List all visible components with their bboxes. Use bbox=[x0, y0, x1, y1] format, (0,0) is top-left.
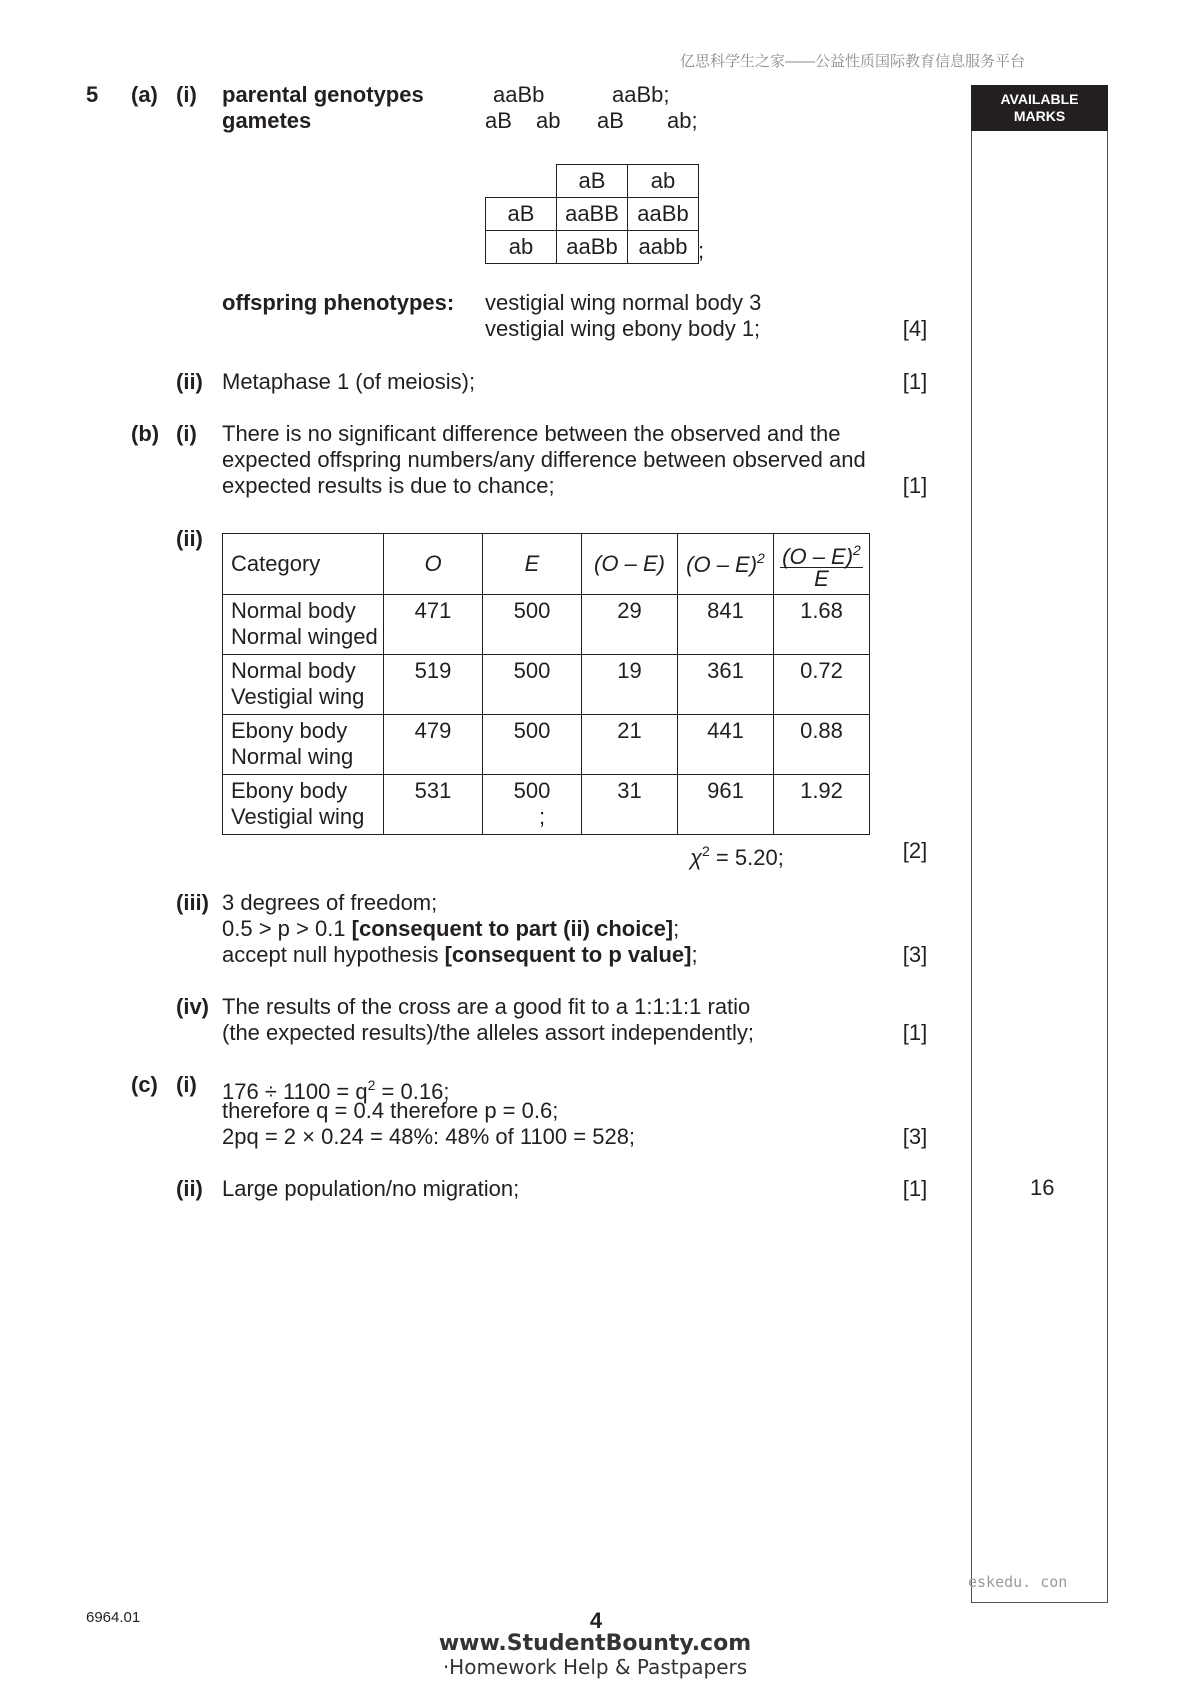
gametes-label: gametes bbox=[222, 108, 312, 133]
header-difference: (O – E) bbox=[582, 534, 678, 595]
marks-c-ii: [1] bbox=[902, 1176, 928, 1201]
gamete-2: ab bbox=[536, 108, 561, 133]
category-cell bbox=[223, 655, 384, 715]
line-suffix: ; bbox=[673, 916, 680, 941]
header-sq-exponent: 2 bbox=[757, 550, 765, 566]
category-line-1: Ebony body bbox=[231, 718, 348, 743]
part-c-ii-label: (ii) bbox=[176, 1176, 203, 1201]
gamete-3: aB bbox=[597, 108, 624, 133]
part-c-ii-answer: Large population/no migration; bbox=[222, 1176, 520, 1201]
fraction bbox=[780, 540, 863, 589]
header-site-text: 亿思科学生之家——公益性质国际教育信息服务平台 bbox=[680, 53, 1026, 70]
marks-heading-line1: AVAILABLE bbox=[1000, 91, 1079, 107]
chi-component-cell: 1.92 bbox=[774, 775, 870, 835]
difference-squared-cell: 441 bbox=[678, 715, 774, 775]
table-row bbox=[223, 595, 870, 655]
line-result: = 0.16; bbox=[375, 1079, 450, 1104]
expected-cell: 500 bbox=[483, 595, 582, 655]
difference-squared-cell: 961 bbox=[678, 775, 774, 835]
part-b-iii-label: (iii) bbox=[176, 890, 209, 915]
marks-heading-line2: MARKS bbox=[1013, 108, 1066, 124]
part-b-i-line-1: There is no significant difference between the observed and the bbox=[222, 421, 841, 446]
observed-cell: 531 bbox=[384, 775, 483, 835]
header-observed: O bbox=[384, 534, 483, 595]
header-expected: E bbox=[483, 534, 582, 595]
part-b-i-label: (i) bbox=[176, 421, 197, 446]
category-line-2: Vestigial wing bbox=[231, 684, 365, 709]
part-a-label: (a) bbox=[131, 82, 158, 107]
marks-b-iii: [3] bbox=[902, 942, 928, 967]
offspring-line-1: vestigial wing normal body 3 bbox=[485, 290, 762, 315]
chi-value: = 5.20; bbox=[709, 845, 784, 870]
part-a-ii-label: (ii) bbox=[176, 369, 203, 394]
punnett-col-header: ab bbox=[628, 165, 699, 198]
punnett-cell: aaBb bbox=[628, 198, 699, 231]
category-line-1: Normal body bbox=[231, 658, 356, 683]
punnett-col-header: aB bbox=[557, 165, 628, 198]
punnett-cell: aabb bbox=[628, 231, 699, 264]
chi-symbol: χ bbox=[690, 845, 703, 870]
chi-component-cell: 1.68 bbox=[774, 595, 870, 655]
page-number: 4 bbox=[589, 1608, 603, 1633]
expected-cell: 500 bbox=[483, 715, 582, 775]
observed-cell: 471 bbox=[384, 595, 483, 655]
punnett-cell: aaBB bbox=[557, 198, 628, 231]
observed-cell: 519 bbox=[384, 655, 483, 715]
part-b-iv-label: (iv) bbox=[176, 994, 209, 1019]
line-text: 176 ÷ 1100 = q bbox=[222, 1079, 368, 1104]
header-category: Category bbox=[223, 534, 384, 595]
part-c-i-line-2: therefore q = 0.4 therefore p = 0.6; bbox=[222, 1098, 559, 1123]
line-text: 0.5 > p > 0.1 bbox=[222, 916, 352, 941]
marks-b-i: [1] bbox=[902, 473, 928, 498]
table-row bbox=[223, 775, 870, 835]
part-c-label: (c) bbox=[131, 1072, 158, 1097]
chi-component-cell: 0.88 bbox=[774, 715, 870, 775]
table-row bbox=[223, 655, 870, 715]
chi-exponent: 2 bbox=[702, 843, 710, 859]
punnett-cell: aaBb bbox=[557, 231, 628, 264]
table-row bbox=[223, 715, 870, 775]
marks-column-heading bbox=[971, 85, 1108, 131]
part-b-i-line-2: expected offspring numbers/any difference between observed and bbox=[222, 447, 866, 472]
chi-square-table bbox=[222, 533, 870, 835]
category-line-2: Normal wing bbox=[231, 744, 354, 769]
header-chi-fraction bbox=[774, 534, 870, 595]
part-b-ii-label: (ii) bbox=[176, 526, 203, 551]
part-b-iii-line-3 bbox=[222, 942, 698, 968]
punnett-row-header: aB bbox=[486, 198, 557, 231]
parental-genotype-1: aaBb bbox=[493, 82, 545, 107]
line-emphasis: [consequent to part (ii) choice] bbox=[351, 916, 674, 941]
category-cell bbox=[223, 595, 384, 655]
offspring-line-2: vestigial wing ebony body 1; bbox=[485, 316, 761, 341]
expected-suffix: ; bbox=[538, 804, 546, 829]
punnett-square bbox=[485, 164, 699, 264]
fraction-numerator-exponent: 2 bbox=[853, 541, 861, 558]
part-b-label: (b) bbox=[131, 421, 160, 446]
expected-cell bbox=[483, 775, 582, 835]
difference-cell: 29 bbox=[582, 595, 678, 655]
paper-code: 6964.01 bbox=[86, 1609, 141, 1626]
part-b-iv-line-2: (the expected results)/the alleles assort independently; bbox=[222, 1020, 754, 1045]
fraction-numerator bbox=[780, 540, 863, 568]
watermark-url: www.StudentBounty.com bbox=[438, 1631, 752, 1656]
part-a-i-label: (i) bbox=[176, 82, 197, 107]
watermark-tagline: ·Homework Help & Pastpapers bbox=[442, 1655, 748, 1679]
punnett-row-header: ab bbox=[486, 231, 557, 264]
category-line-1: Ebony body bbox=[231, 778, 348, 803]
gamete-4: ab; bbox=[667, 108, 698, 133]
parental-genotype-2: aaBb; bbox=[612, 82, 670, 107]
offspring-phenotypes-label: offspring phenotypes: bbox=[222, 290, 455, 315]
difference-cell: 21 bbox=[582, 715, 678, 775]
marks-c-i: [3] bbox=[902, 1124, 928, 1149]
category-line-1: Normal body bbox=[231, 598, 356, 623]
expected-value: 500 bbox=[513, 778, 551, 803]
marks-b-ii: [2] bbox=[902, 838, 928, 863]
punnett-corner bbox=[486, 165, 557, 198]
observed-cell: 479 bbox=[384, 715, 483, 775]
marks-a-ii: [1] bbox=[902, 369, 928, 394]
header-sq-base: (O – E) bbox=[686, 552, 758, 577]
marks-a-i: [4] bbox=[902, 316, 928, 341]
part-c-i-label: (i) bbox=[176, 1072, 197, 1097]
difference-squared-cell: 841 bbox=[678, 595, 774, 655]
chi-square-total bbox=[690, 838, 784, 871]
chi-component-cell: 0.72 bbox=[774, 655, 870, 715]
category-line-2: Normal winged bbox=[231, 624, 378, 649]
marks-column bbox=[971, 85, 1108, 1603]
line-emphasis: [consequent to p value] bbox=[444, 942, 692, 967]
part-b-i-line-3: expected results is due to chance; bbox=[222, 473, 555, 498]
category-cell bbox=[223, 715, 384, 775]
marks-b-iv: [1] bbox=[902, 1020, 928, 1045]
difference-cell: 31 bbox=[582, 775, 678, 835]
total-marks: 16 bbox=[1030, 1175, 1055, 1200]
difference-squared-cell: 361 bbox=[678, 655, 774, 715]
category-line-2: Vestigial wing bbox=[231, 804, 365, 829]
line-suffix: ; bbox=[691, 942, 698, 967]
part-a-ii-answer: Metaphase 1 (of meiosis); bbox=[222, 369, 476, 394]
fraction-denominator: E bbox=[814, 565, 829, 591]
line-exponent: 2 bbox=[367, 1077, 376, 1093]
expected-cell: 500 bbox=[483, 655, 582, 715]
part-c-i-line-3: 2pq = 2 × 0.24 = 48%: 48% of 1100 = 528; bbox=[222, 1124, 636, 1149]
category-cell bbox=[223, 775, 384, 835]
header-difference-squared bbox=[678, 534, 774, 595]
part-b-iii-line-2 bbox=[222, 916, 679, 942]
question-number: 5 bbox=[86, 82, 99, 107]
gamete-1: aB bbox=[485, 108, 512, 133]
part-b-iv-line-1: The results of the cross are a good fit to a 1:1:1:1 ratio bbox=[222, 994, 751, 1019]
line-text: accept null hypothesis bbox=[222, 942, 445, 967]
punnett-suffix: ; bbox=[698, 238, 705, 263]
parental-genotypes-label: parental genotypes bbox=[222, 82, 424, 107]
watermark-corner: eskedu. con bbox=[968, 1573, 1068, 1591]
fraction-numerator-base: (O – E) bbox=[782, 543, 854, 569]
difference-cell: 19 bbox=[582, 655, 678, 715]
part-b-iii-line-1: 3 degrees of freedom; bbox=[222, 890, 438, 915]
